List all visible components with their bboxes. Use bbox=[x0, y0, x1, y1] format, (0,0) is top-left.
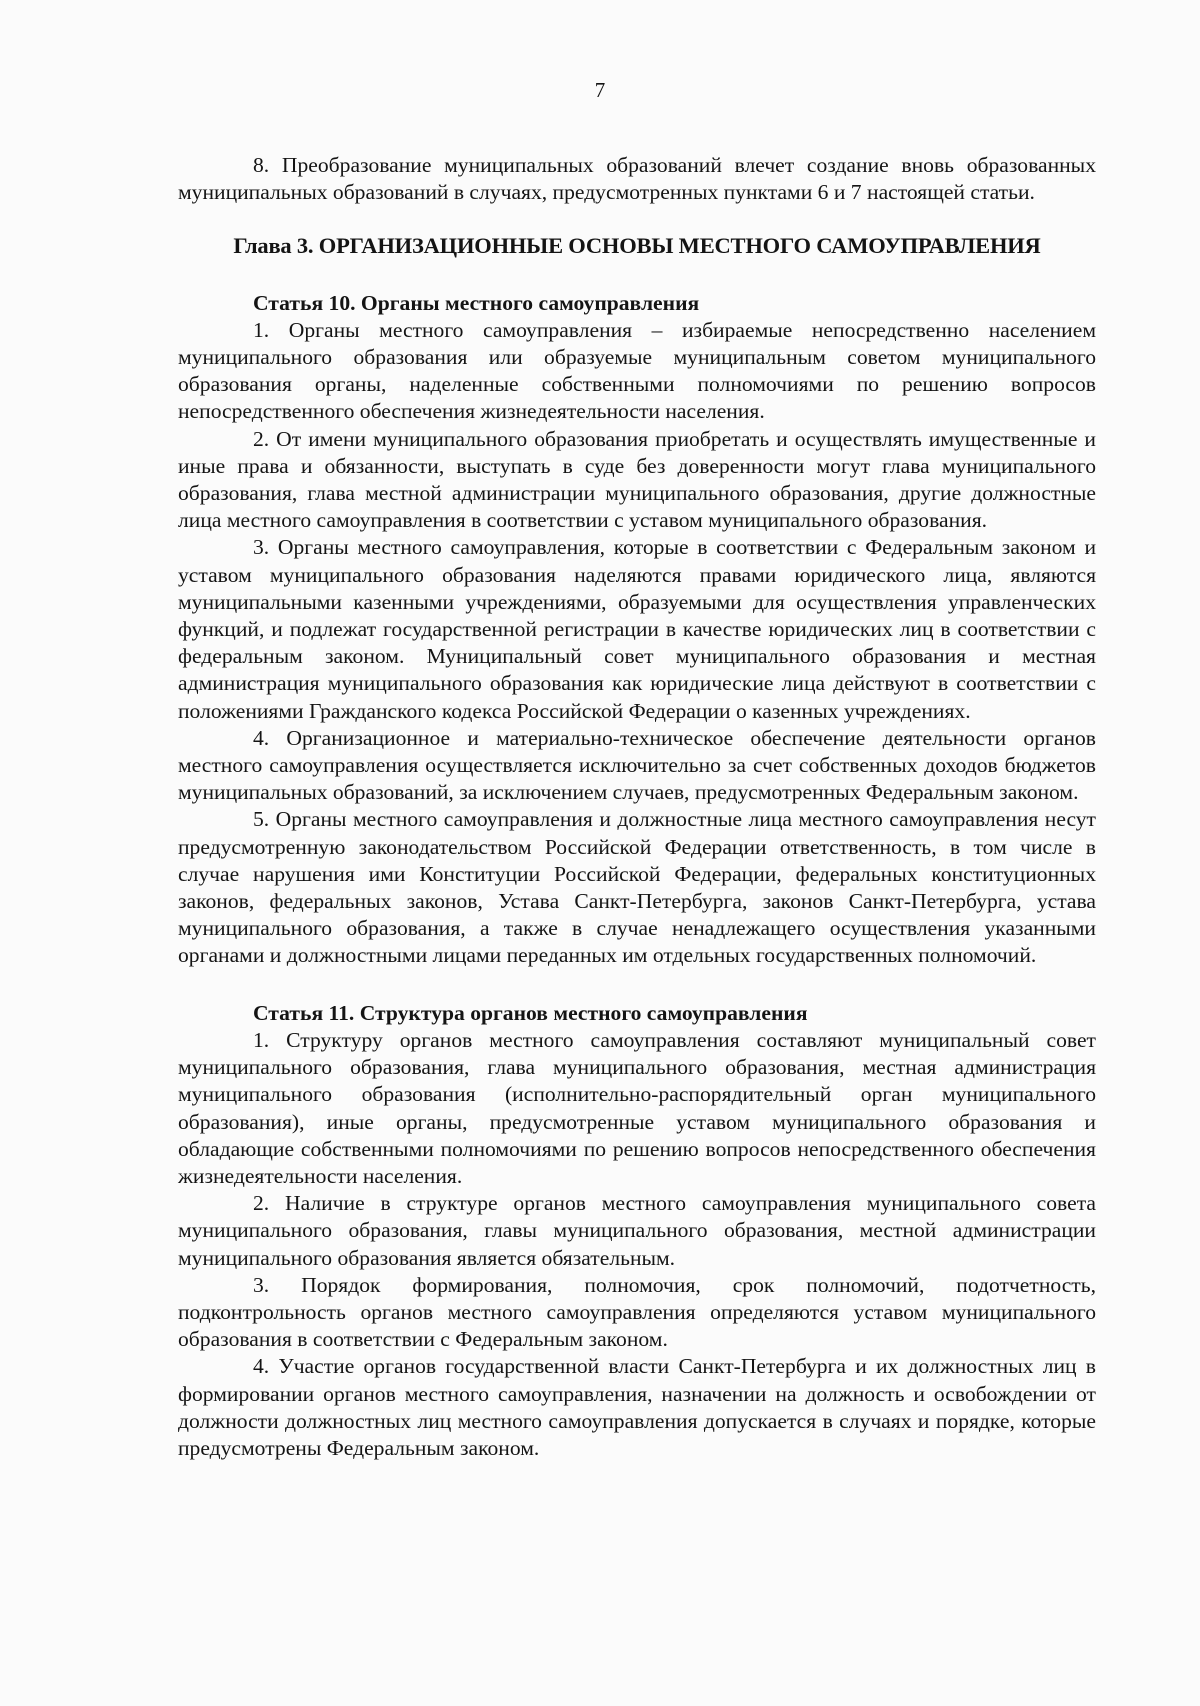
article-11 bbox=[178, 1000, 1096, 1462]
paragraph-intro-8: 8. Преобразование муниципальных образований влечет создание вновь образованных муниципальных образований в случаях, предусмотренных пунктами 6 и 7 настоящей статьи. bbox=[178, 153, 1096, 205]
article-11-title: Статья 11. Структура органов местного самоуправления bbox=[253, 1000, 808, 1025]
document-body bbox=[178, 152, 1096, 1462]
article-11-paragraph-2: 2. Наличие в структуре органов местного самоуправления муниципального совета муниципального образования, главы муниципального образования, местной администрации муниципального образования является обязательным. bbox=[178, 1191, 1096, 1270]
article-10-paragraph-4: 4. Организационное и материально-техническое обеспечение деятельности органов местного самоуправления осуществляется исключительно за счет собственных доходов бюджетов муниципальных образований, за исключением случаев, предусмотренных Федеральным законом. bbox=[178, 725, 1096, 805]
article-11-paragraph-1: 1. Структуру органов местного самоуправления составляют муниципальный совет муниципального образования, глава муниципального образования, местная администрация муниципального образования (исполнительно-распорядительный орган муниципального образования), иные органы, предусмотренные уставом муниципального образования и обладающие собственными полномочиями по решению вопросов непосредственного обеспечения жизнедеятельности населения. bbox=[178, 1027, 1096, 1188]
article-10-paragraph-2: 2. От имени муниципального образования приобретать и осуществлять имущественные и иные права и обязанности, выступать в суде без доверенности могут глава муниципального образования, глава местной администрации муниципального образования, другие должностные лица местного самоуправления в соответствии с уставом муниципального образования. bbox=[178, 426, 1096, 533]
article-11-paragraph-3: 3. Порядок формирования, полномочия, срок полномочий, подотчетность, подконтрольность органов местного самоуправления определяются уставом муниципального образования в соответствии с Федеральным законом. bbox=[178, 1272, 1096, 1352]
page-number: 7 bbox=[594, 78, 606, 102]
chapter-heading: Глава 3. ОРГАНИЗАЦИОННЫЕ ОСНОВЫ МЕСТНОГО САМОУПРАВЛЕНИЯ bbox=[233, 233, 1041, 259]
article-10-paragraph-3: 3. Органы местного самоуправления, которые в соответствии с Федеральным законом и уставом муниципального образования наделяются правами юридического лица, являются муниципальными казенными учреждениями, образуемыми для осуществления управленческих функций, и подлежат государственной регистрации в качестве юридических лиц в соответствии с федеральным законом. Муниципальный совет муниципального образования и местная администрация муниципального образования как юридические лица действуют в соответствии с положениями Гражданского кодекса Российской Федерации о казенных учреждениях. bbox=[178, 535, 1096, 723]
article-10-title: Статья 10. Органы местного самоуправления bbox=[253, 290, 700, 315]
article-11-paragraph-4: 4. Участие органов государственной власти Санкт-Петербурга и их должностных лиц в формировании органов местного самоуправления, назначении на должность и освобождении от должности должностных лиц местного самоуправления допускается в случаях и порядке, которые предусмотрены Федеральным законом. bbox=[178, 1354, 1096, 1460]
article-10-paragraph-1: 1. Органы местного самоуправления – избираемые непосредственно населением муниципального образования или образуемые муниципальным советом муниципального образования органы, наделенные собственными полномочиями по решению вопросов непосредственного обеспечения жизнедеятельности населения. bbox=[178, 317, 1096, 424]
article-10 bbox=[178, 290, 1096, 970]
article-10-paragraph-5: 5. Органы местного самоуправления и должностные лица местного самоуправления несут предусмотренную законодательством Российской Федерации ответственность, в том числе в случае нарушения ими Конституции Российской Федерации, федеральных конституционных законов, федеральных законов, Устава Санкт-Петербурга, законов Санкт-Петербурга, устава муниципального образования, а также в случае ненадлежащего осуществления указанными органами и должностными лицами переданных им отдельных государственных полномочий. bbox=[178, 807, 1096, 968]
